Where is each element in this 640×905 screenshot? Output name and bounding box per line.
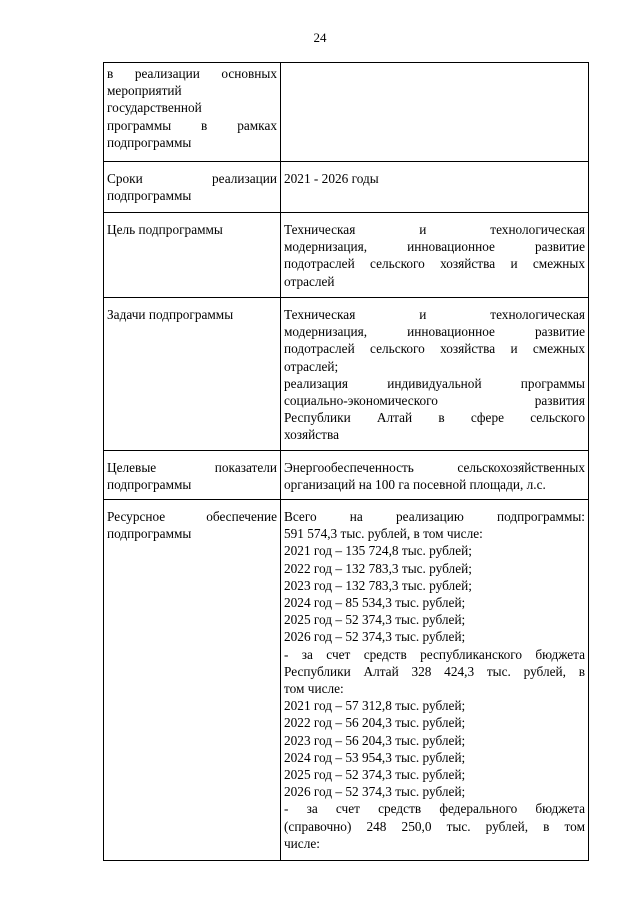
goal-label-cell bbox=[104, 213, 281, 298]
table-row-indicators bbox=[104, 450, 589, 499]
resources-value-line: 2026 год – 52 374,3 тыс. рублей; bbox=[284, 629, 466, 645]
tasks-value-line: Республики Алтай в сфере сельского bbox=[284, 410, 585, 426]
resources-value-line: 2023 год – 132 783,3 тыс. рублей; bbox=[284, 577, 472, 593]
resources-label-line: Ресурсное обеспечение bbox=[107, 509, 277, 525]
tasks-label-cell bbox=[104, 298, 281, 451]
terms-value-line: 2021 - 2026 годы bbox=[284, 171, 379, 186]
resources-value-line: 2024 год – 85 534,3 тыс. рублей; bbox=[284, 595, 466, 611]
page-number: 24 bbox=[313, 30, 327, 45]
resources-value-line: 2024 год – 53 954,3 тыс. рублей; bbox=[284, 749, 466, 765]
resources-label-cell bbox=[104, 500, 281, 861]
indicators-label-cell bbox=[104, 450, 281, 499]
resources-value-line: Республики Алтай 328 424,3 тыс. рублей, в bbox=[284, 663, 585, 679]
resources-value-line: (справочно) 248 250,0 тыс. рублей, в том bbox=[284, 818, 585, 834]
indicators-label-line: Целевые показатели bbox=[107, 459, 277, 475]
participation-label-line: мероприятий bbox=[107, 83, 182, 99]
resources-value-line: 2022 год – 56 204,3 тыс. рублей; bbox=[284, 715, 466, 731]
terms-label-line: подпрограммы bbox=[107, 188, 192, 204]
tasks-value-line: подотраслей сельского хозяйства и смежных bbox=[284, 341, 585, 357]
resources-value-line: 2021 год – 135 724,8 тыс. рублей; bbox=[284, 543, 472, 559]
terms-label-line: Сроки реализации bbox=[107, 171, 277, 186]
indicators-label-line: подпрограммы bbox=[107, 476, 192, 492]
tasks-value-line: Техническая и технологическая bbox=[284, 307, 585, 322]
resources-value-line: - за счет средств республиканского бюджета bbox=[284, 646, 585, 662]
tasks-value-line: социально-экономического развития bbox=[284, 393, 585, 409]
resources-value-line: числе: bbox=[284, 835, 320, 851]
participation-label-line: государственной bbox=[107, 100, 202, 116]
resources-value-line: 2025 год – 52 374,3 тыс. рублей; bbox=[284, 612, 466, 628]
indicators-value-line: Энергообеспеченность сельскохозяйственных bbox=[284, 459, 585, 475]
resources-value-line: 2021 год – 57 312,8 тыс. рублей; bbox=[284, 698, 466, 714]
tasks-value-cell bbox=[281, 298, 589, 451]
goal-value-line: подотраслей сельского хозяйства и смежных bbox=[284, 256, 585, 272]
table-row-goal bbox=[104, 213, 589, 298]
subprogram-passport-table bbox=[103, 62, 589, 861]
table-row-resources bbox=[104, 500, 589, 861]
indicators-value-cell bbox=[281, 450, 589, 499]
resources-value-line: 2026 год – 52 374,3 тыс. рублей; bbox=[284, 784, 466, 800]
participation-label-cell bbox=[104, 63, 281, 162]
table-row-participation bbox=[104, 63, 589, 162]
resources-value-cell bbox=[281, 500, 589, 861]
tasks-value-line: модернизация, инновационное развитие bbox=[284, 324, 585, 340]
resources-value-line: 2022 год – 132 783,3 тыс. рублей; bbox=[284, 560, 472, 576]
resources-value-line: 591 574,3 тыс. рублей, в том числе: bbox=[284, 526, 483, 542]
goal-value-cell bbox=[281, 213, 589, 298]
tasks-value-line: реализация индивидуальной программы bbox=[284, 375, 585, 391]
participation-value-cell bbox=[281, 63, 589, 162]
participation-label-line: в реализации основных bbox=[107, 66, 277, 81]
resources-value-line: 2025 год – 52 374,3 тыс. рублей; bbox=[284, 767, 466, 783]
indicators-value-line: организаций на 100 га посевной площади, л.с. bbox=[284, 476, 546, 492]
tasks-value-line: хозяйства bbox=[284, 427, 339, 443]
goal-value-line: Техническая и технологическая bbox=[284, 222, 585, 237]
participation-label-line: подпрограммы bbox=[107, 134, 192, 150]
participation-label-line: программы в рамках bbox=[107, 117, 277, 133]
goal-value-line: модернизация, инновационное развитие bbox=[284, 239, 585, 255]
tasks-label-line: Задачи подпрограммы bbox=[107, 307, 234, 322]
goal-label-line: Цель подпрограммы bbox=[107, 222, 223, 237]
tasks-value-line: отраслей; bbox=[284, 358, 339, 374]
terms-label-cell bbox=[104, 162, 281, 213]
table-row-tasks bbox=[104, 298, 589, 451]
resources-label-line: подпрограммы bbox=[107, 526, 192, 542]
resources-value-line: - за счет средств федерального бюджета bbox=[284, 801, 585, 817]
goal-value-line: отраслей bbox=[284, 273, 335, 289]
terms-value-cell bbox=[281, 162, 589, 213]
resources-value-line: том числе: bbox=[284, 681, 344, 697]
resources-value-line: Всего на реализацию подпрограммы: bbox=[284, 509, 585, 525]
resources-value-line: 2023 год – 56 204,3 тыс. рублей; bbox=[284, 732, 466, 748]
table-row-terms bbox=[104, 162, 589, 213]
